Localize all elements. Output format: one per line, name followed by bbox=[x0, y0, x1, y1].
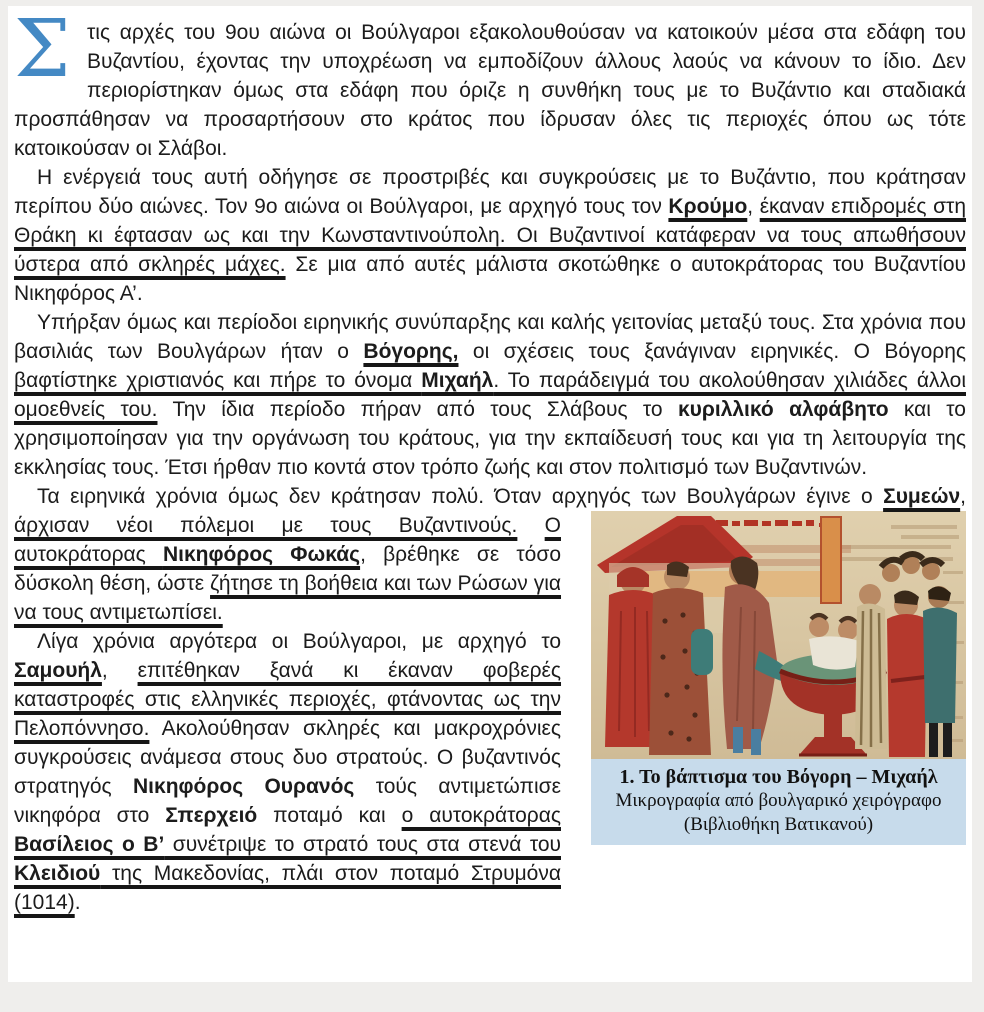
text-run: . Το παράδειγμά του ακολούθησαν χιλιάδες άλλοι ομοεθνείς του. bbox=[14, 369, 966, 421]
text-run: Ακολούθησαν σκληρές και μακροχρόνιες συγκρούσεις ανάμεσα στους δυο στρατούς. Ο βυζαντινός στρατηγός bbox=[14, 717, 561, 798]
text-run: της Μακεδονίας, πλάι στον ποταμό Στρυμόνα (1014) bbox=[14, 862, 561, 914]
text-run: Κλειδιού bbox=[14, 862, 101, 885]
text-run: και το χρησιμοποίησαν για την οργάνωση του κράτους, για την εκπαίδευσή τους και για τη λειτουργία της εκκλησίας τους. Έτσι ήρθαν πιο κοντά στον τρόπο ζωής και στον πολιτισμό των Βυζαντινών. bbox=[14, 398, 966, 479]
figure-caption-line2: Μικρογραφία από βουλγαρικό χειρόγραφο bbox=[615, 790, 942, 811]
text-run: Νικηφόρος Ουρανός bbox=[132, 775, 355, 798]
text-run: ο αυτοκράτορας bbox=[401, 804, 561, 827]
text-run: Υπήρξαν όμως και περίοδοι ειρηνικής συνύπαρξης και καλής γειτονίας μεταξύ τους. Στα χρόνια που βασιλιάς των Βουλγάρων ήταν ο bbox=[14, 311, 966, 363]
text-run: Βασίλειος ο Β’ bbox=[14, 833, 165, 856]
textbook-page bbox=[8, 2, 972, 982]
text-run: Την ίδια περίοδο πήραν από τους Σλάβους το bbox=[157, 398, 678, 421]
text-run: Μιχαήλ bbox=[421, 369, 494, 392]
paragraph-1 bbox=[14, 2, 966, 163]
text-run: . bbox=[74, 891, 81, 914]
text-run: έκαναν επιδρομές στη Θράκη κι έφτασαν ως και την Κωνσταντινούπολη. Οι Βυζαντινοί κατάφεραν να τους απωθήσουν ύστερα από σκληρές μάχες. bbox=[14, 195, 967, 276]
article-text bbox=[14, 2, 967, 917]
text-run: επιτέθηκαν ξανά κι έκαναν φοβερές καταστροφές στις ελληνικές περιοχές, φτάνοντας ως την Πελοπόννησο. bbox=[14, 659, 562, 740]
text-run: , bbox=[960, 485, 966, 508]
text-run: Συμεών bbox=[883, 485, 961, 508]
text-run: , bbox=[747, 195, 760, 218]
text-run: οι σχέσεις τους ξανάγιναν ειρηνικές. Ο Βόγορης bbox=[458, 340, 966, 363]
text-run: , βρέθηκε σε τόσο δύσκολη θέση, ώστε bbox=[14, 543, 561, 595]
text-run: ζήτησε τη βοήθεια και των Ρώσων για να τους αντιμετωπίσει. bbox=[14, 572, 562, 624]
dropcap-sigma: Σ bbox=[14, 2, 71, 95]
text-run: Νικηφόρος Φωκάς bbox=[162, 543, 361, 566]
text-run: Σαμουήλ bbox=[14, 659, 102, 682]
text-run: Τα ειρηνικά χρόνια όμως δεν κράτησαν πολύ. Όταν αρχηγός των Βουλγάρων έγινε ο bbox=[37, 485, 884, 508]
paragraph-3-text bbox=[14, 311, 966, 479]
text-run: Λίγα χρόνια αργότερα οι Βούλγαροι, με αρχηγό το bbox=[37, 630, 561, 653]
figure-float-container bbox=[573, 511, 966, 985]
paragraph-1-text bbox=[14, 2, 966, 160]
text-run bbox=[517, 514, 544, 537]
paragraph-5-text bbox=[14, 630, 561, 914]
paragraph-4-text-before-figure bbox=[37, 485, 883, 508]
figure-baptism bbox=[591, 511, 966, 845]
text-run: άρχισαν νέοι πόλεμοι με τους Βυζαντινούς. bbox=[14, 514, 518, 537]
text-run: συνέτριψε το στρατό τους στα στενά του bbox=[164, 833, 561, 856]
figure-caption-title: 1. Το βάπτισμα του Βόγορη – Μιχαήλ bbox=[619, 766, 938, 788]
text-run: ποταμό και bbox=[257, 804, 402, 827]
baptism-miniature-image bbox=[591, 511, 966, 759]
text-run: Κρούμο bbox=[668, 195, 748, 218]
figure-caption-line3: (Βιβλιοθήκη Βατικανού) bbox=[683, 814, 874, 835]
text-run: Σπερχειό bbox=[165, 804, 258, 827]
baptism-miniature-svg bbox=[591, 511, 966, 759]
text-run: , bbox=[101, 659, 138, 682]
text-run: Η ενέργειά τους αυτή οδήγησε σε προστριβές και συγκρούσεις με το Βυζάντιο, που κράτησαν περίπου δύο αιώνες. Τον 9ο αιώνα οι Βούλγαροι, με αρχηγό τους τον bbox=[14, 166, 966, 218]
text-run: κυριλλικό αλφάβητο bbox=[677, 398, 889, 421]
text-run: βαφτίστηκε χριστιανός και πήρε το όνομα bbox=[14, 369, 422, 392]
paragraph-2-text bbox=[14, 166, 966, 305]
text-run: Ο αυτοκράτορας bbox=[14, 514, 561, 566]
paragraph-3 bbox=[14, 308, 966, 482]
text-run: τούς αντιμετώπισε νικηφόρα στο bbox=[14, 775, 561, 827]
text-run: Βόγορης, bbox=[363, 340, 459, 363]
paragraph-2 bbox=[14, 163, 966, 308]
text-run: τις αρχές του 9ου αιώνα οι Βούλγαροι εξακολουθούσαν να κατοικούν μέσα στα εδάφη του Βυζαντίου, έχοντας την υποχρέωση να εμποδίζουν άλλους λαούς να κάνουν το ίδιο. Δεν περιορίστηκαν όμως στα εδάφη που όριζε η συνθήκη τους με το Βυζάντιο και σταδιακά προσπάθησαν να προσαρτήσουν στο κράτος που ίδρυσαν όλες τις περιοχές όπου ως τότε κατοικούσαν οι Σλάβοι. bbox=[14, 21, 966, 160]
text-run: Σε μια από αυτές μάλιστα σκοτώθηκε ο αυτοκράτορας του Βυζαντίου Νικηφόρος Α’. bbox=[14, 253, 966, 305]
figure-caption bbox=[591, 759, 966, 845]
